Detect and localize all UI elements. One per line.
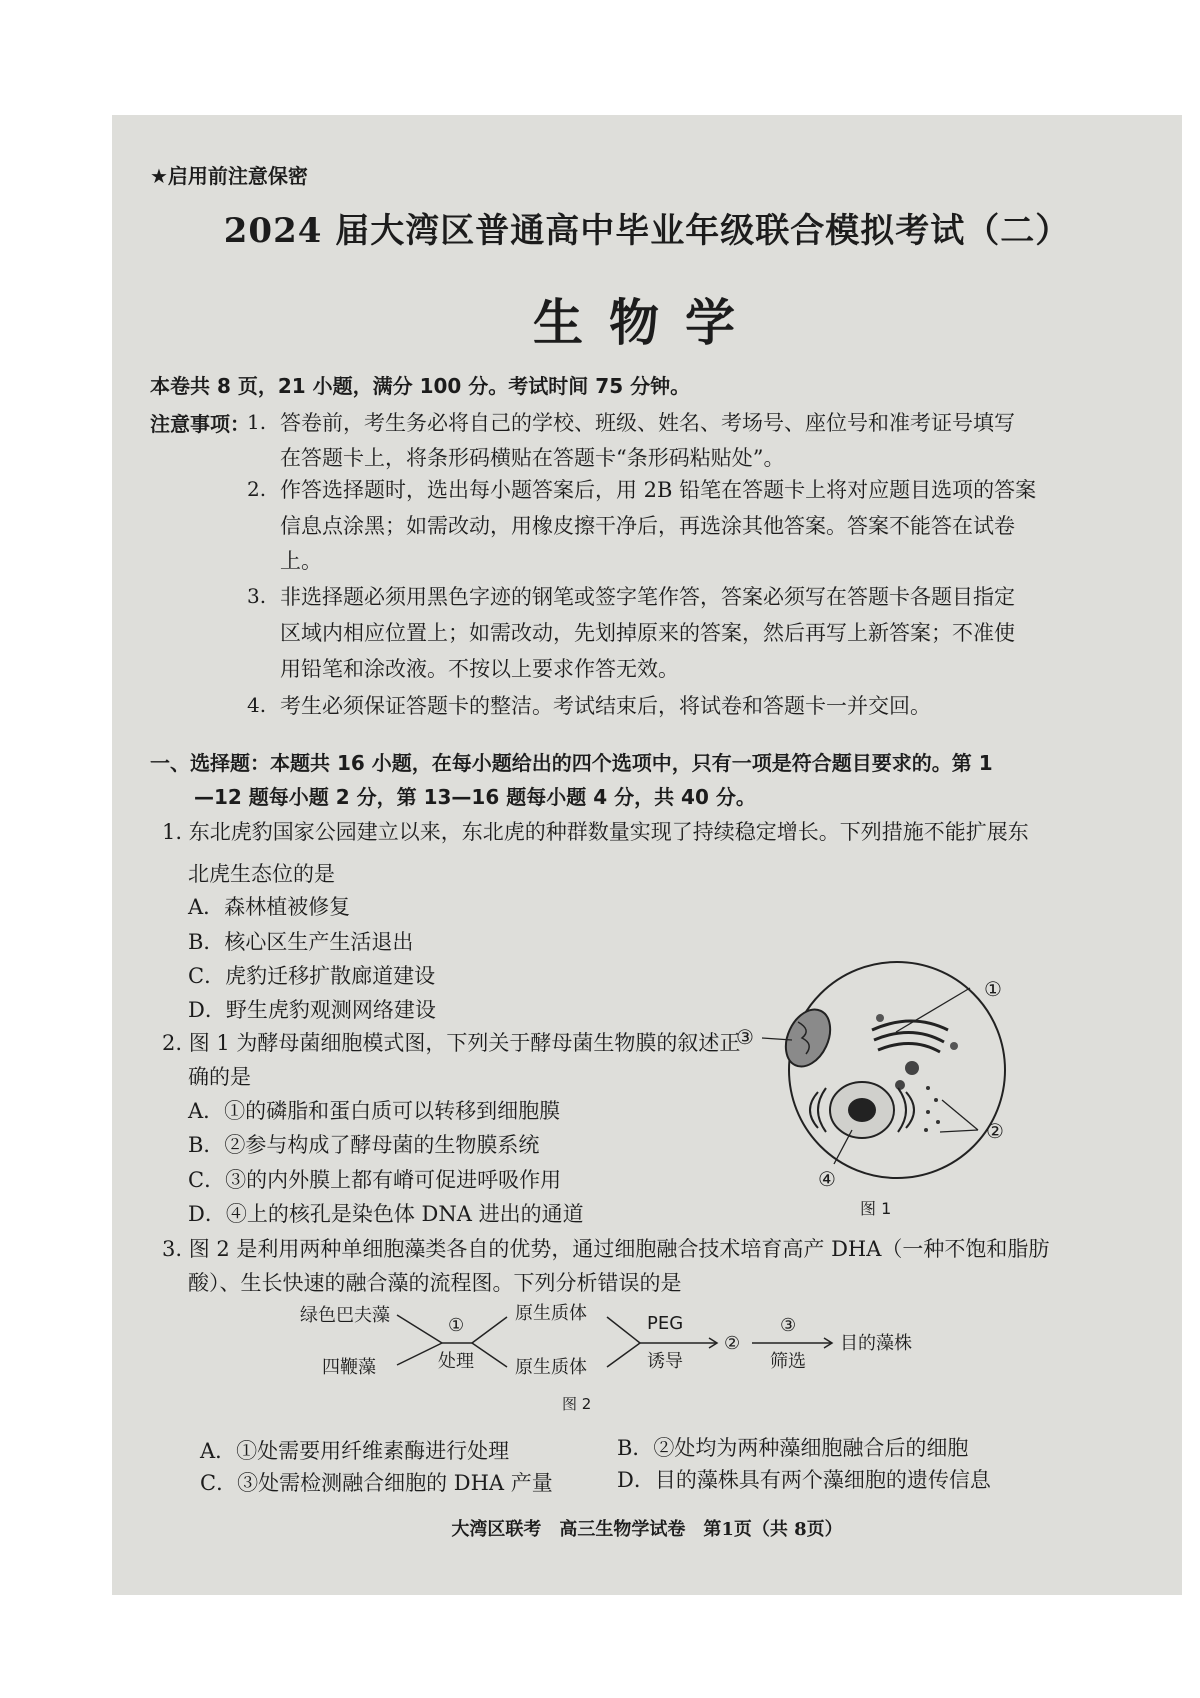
figure-2-induce: 诱导 [647,1351,683,1372]
vesicle [895,1080,905,1090]
note-line: 考生必须保证答题卡的整洁。考试结束后，将试卷和答题卡一并交回。 [280,694,931,718]
exam-paper [112,115,1182,1595]
note-number: 1. [247,410,267,434]
confidential-notice: ★启用前注意保密 [150,164,308,188]
figure-2-peg: PEG [647,1313,684,1334]
cell-wall [789,962,1005,1178]
vesicle [905,1061,919,1075]
figure-2-caption: 图 2 [562,1395,592,1413]
figure-1-label: ③ [736,1025,754,1049]
q3-option-d: D．目的藻株具有两个藻细胞的遗传信息 [617,1468,991,1492]
note-number: 2. [247,477,267,501]
figure-2-alga-1: 绿色巴夫藻 [300,1305,390,1326]
section-heading-cont: —12 题每小题 2 分，第 13—16 题每小题 4 分，共 40 分。 [194,785,756,809]
notes-label: 注意事项： [150,412,250,436]
question-1-stem-cont: 北虎生态位的是 [188,862,335,886]
q2-option-b: B．②参与构成了酵母菌的生物膜系统 [188,1133,540,1157]
figure-2-step-3: ③ [780,1315,797,1336]
note-line: 在答题卡上，将条形码横贴在答题卡“条形码粘贴处”。 [280,446,785,470]
subject-title: 生物学 [533,293,761,352]
note-line: 区域内相应位置上；如需改动，先划掉原来的答案，然后再写上新答案；不准使 [280,621,1015,645]
q3-option-c: C．③处需检测融合细胞的 DHA 产量 [200,1471,553,1495]
q2-option-c: C．③的内外膜上都有嵴可促进呼吸作用 [188,1168,562,1192]
q1-option-a: A．森林植被修复 [188,895,351,919]
figure-2-step-1: ① [448,1315,465,1336]
mitochondrion-icon [777,1002,839,1073]
q1-option-c: C．虎豹迁移扩散廊道建设 [188,964,436,988]
question-2-stem-cont: 确的是 [188,1065,251,1089]
note-line: 上。 [280,549,322,573]
q3-option-b: B．②处均为两种藻细胞融合后的细胞 [617,1436,969,1460]
figure-2-screen: 筛选 [770,1351,806,1372]
question-2-stem: 2. 图 1 为酵母菌细胞模式图，下列关于酵母菌生物膜的叙述正 [162,1031,741,1055]
figure-2-alga-2: 四鞭藻 [322,1357,376,1378]
note-number: 3. [247,584,267,608]
note-line: 用铅笔和涂改液。不按以上要求作答无效。 [280,657,679,681]
q1-option-d: D．野生虎豹观测网络建设 [188,998,436,1022]
figure-1-label: ② [986,1119,1004,1143]
golgi-icon [872,1014,958,1052]
question-3-stem-cont: 酸）、生长快速的融合藻的流程图。下列分析错误的是 [188,1271,682,1295]
figure-2-step-2: ② [724,1333,741,1354]
note-line: 信息点涂黑；如需改动，用橡皮擦干净后，再选涂其他答案。答案不能答在试卷 [280,514,1015,538]
figure-2-target: 目的藻株 [840,1333,912,1354]
figure-1-label: ① [984,977,1002,1001]
figure-1-caption: 图 1 [860,1199,892,1218]
note-line: 非选择题必须用黑色字迹的钢笔或签字笔作答，答案必须写在答题卡各题目指定 [280,585,1015,609]
note-number: 4. [247,693,267,717]
note-line: 作答选择题时，选出每小题答案后，用 2B 铅笔在答题卡上将对应题目选项的答案 [280,478,1037,502]
q2-option-a: A．①的磷脂和蛋白质可以转移到细胞膜 [188,1099,561,1123]
figure-2-flowchart [262,1295,982,1415]
figure-1-yeast-cell [722,960,1142,1220]
question-3-stem: 3. 图 2 是利用两种单细胞藻类各自的优势，通过细胞融合技术培育高产 DHA（一种不饱和脂肪 [162,1237,1050,1261]
figure-2-protoplast-2: 原生质体 [515,1357,587,1378]
q1-option-b: B．核心区生产生活退出 [188,930,414,954]
note-line: 答卷前，考生务必将自己的学校、班级、姓名、考场号、座位号和准考证号填写 [280,411,1015,435]
figure-2-protoplast-1: 原生质体 [515,1303,587,1324]
nucleus-icon [810,1082,914,1138]
figure-2-step-1-label: 处理 [438,1351,474,1372]
question-1-stem: 1. 东北虎豹国家公园建立以来，东北虎的种群数量实现了持续稳定增长。下列措施不能扩展东 [162,820,1029,844]
figure-1-label: ④ [818,1167,836,1191]
exam-intro: 本卷共 8 页，21 小题，满分 100 分。考试时间 75 分钟。 [150,374,691,398]
q2-option-d: D．④上的核孔是染色体 DNA 进出的通道 [188,1202,584,1226]
section-heading: 一、选择题：本题共 16 小题，在每小题给出的四个选项中，只有一项是符合题目要求的。第 1 [150,751,993,775]
exam-title: 2024 届大湾区普通高中毕业年级联合模拟考试（二） [223,211,1071,251]
q3-option-a: A．①处需要用纤维素酶进行处理 [200,1439,510,1463]
ribosome-dots [924,1086,940,1132]
page-footer: 大湾区联考 高三生物学试卷 第1页（共 8页） [451,1519,843,1540]
